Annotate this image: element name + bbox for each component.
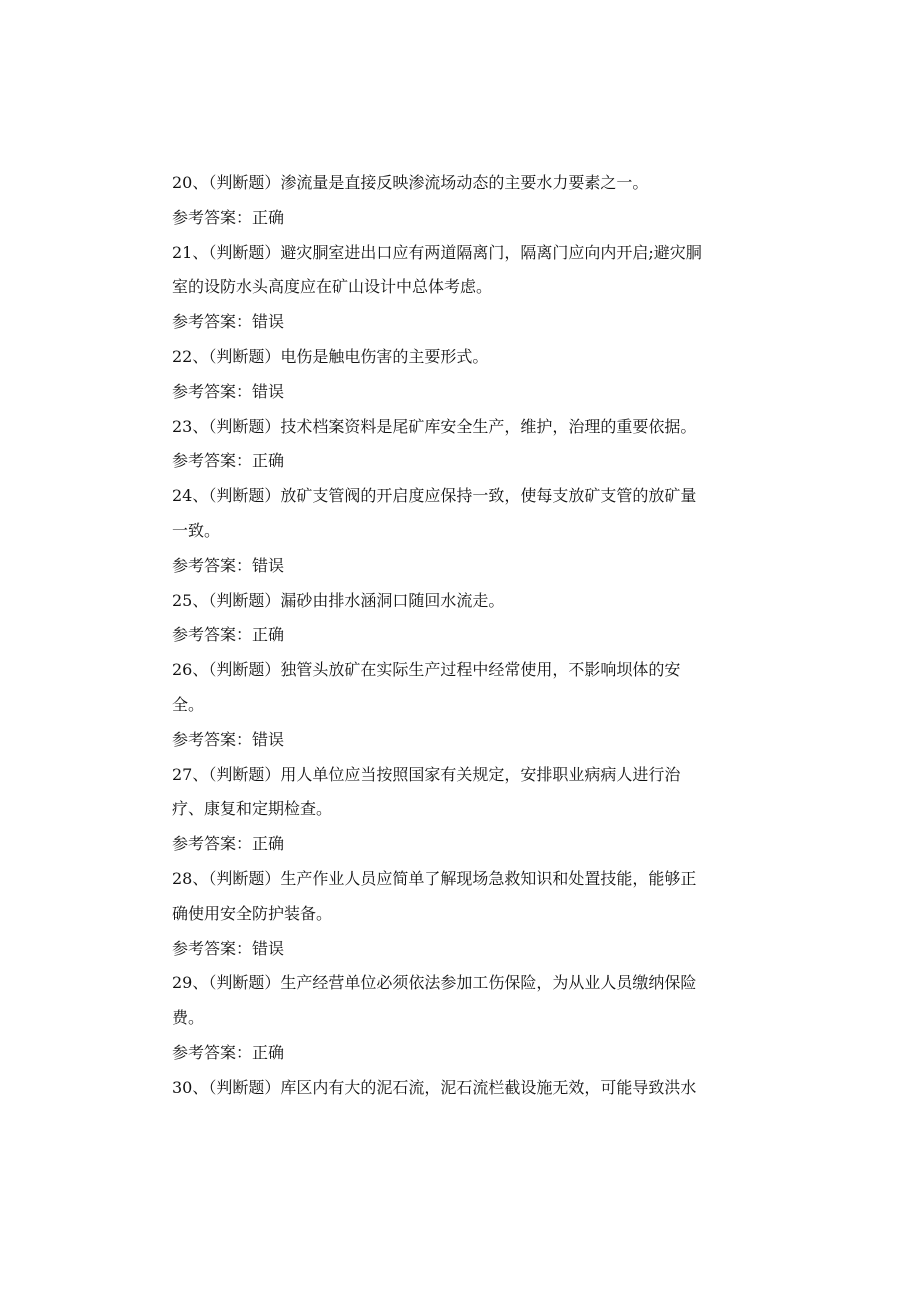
question-text: 22、（判断题）电伤是触电伤害的主要形式。 (172, 346, 489, 366)
question-item-27 (172, 758, 752, 862)
question-text: 28、（判断题）生产作业人员应简单了解现场急救知识和处置技能，能够正 (172, 868, 697, 888)
question-item-20 (172, 166, 752, 236)
question-text: 29、（判断题）生产经营单位必须依法参加工伤保险，为从业人员缴纳保险 (172, 973, 697, 993)
question-text: 24、（判断题）放矿支管阀的开启度应保持一致，使每支放矿支管的放矿量 (172, 486, 697, 506)
question-item-28 (172, 862, 752, 966)
question-text: 20、（判断题）渗流量是直接反映渗流场动态的主要水力要素之一。 (172, 173, 649, 192)
question-item-26 (172, 653, 752, 757)
question-list (172, 166, 752, 1106)
question-item-22 (172, 340, 752, 410)
question-text-continued: 全。 (172, 694, 205, 714)
question-text-continued: 费。 (172, 1008, 205, 1028)
answer-text: 参考答案：错误 (172, 312, 285, 332)
question-text: 30、（判断题）库区内有大的泥石流，泥石流栏截设施无效，可能导致洪水 (172, 1077, 697, 1097)
question-item-30 (172, 1071, 752, 1106)
question-text: 25、（判断题）漏砂由排水涵洞口随回水流走。 (172, 590, 505, 610)
answer-text: 参考答案：错误 (172, 729, 285, 749)
answer-text: 参考答案：正确 (172, 207, 285, 227)
question-text-continued: 疗、康复和定期检查。 (172, 799, 333, 819)
answer-text: 参考答案：正确 (172, 834, 285, 854)
answer-text: 参考答案：错误 (172, 938, 285, 958)
question-item-25 (172, 584, 752, 654)
question-text: 27、（判断题）用人单位应当按照国家有关规定，安排职业病病人进行治 (172, 764, 681, 784)
question-item-24 (172, 479, 752, 583)
question-text-continued: 一致。 (172, 520, 221, 540)
question-text: 23、（判断题）技术档案资料是尾矿库安全生产，维护，治理的重要依据。 (172, 416, 697, 436)
question-item-21 (172, 236, 752, 340)
answer-text: 参考答案：正确 (172, 625, 285, 645)
question-text: 21、（判断题）避灾胴室进出口应有两道隔离门，隔离门应向内开启;避灾胴 (172, 242, 702, 262)
question-item-23 (172, 410, 752, 480)
answer-text: 参考答案：错误 (172, 555, 285, 575)
question-text-continued: 室的设防水头高度应在矿山设计中总体考虑。 (172, 277, 493, 297)
question-item-29 (172, 966, 752, 1070)
question-text-continued: 确使用安全防护装备。 (172, 903, 333, 923)
answer-text: 参考答案：错误 (172, 381, 285, 401)
question-text: 26、（判断题）独管头放矿在实际生产过程中经常使用，不影响坝体的安 (172, 660, 681, 680)
answer-text: 参考答案：正确 (172, 1042, 285, 1062)
answer-text: 参考答案：正确 (172, 451, 285, 471)
